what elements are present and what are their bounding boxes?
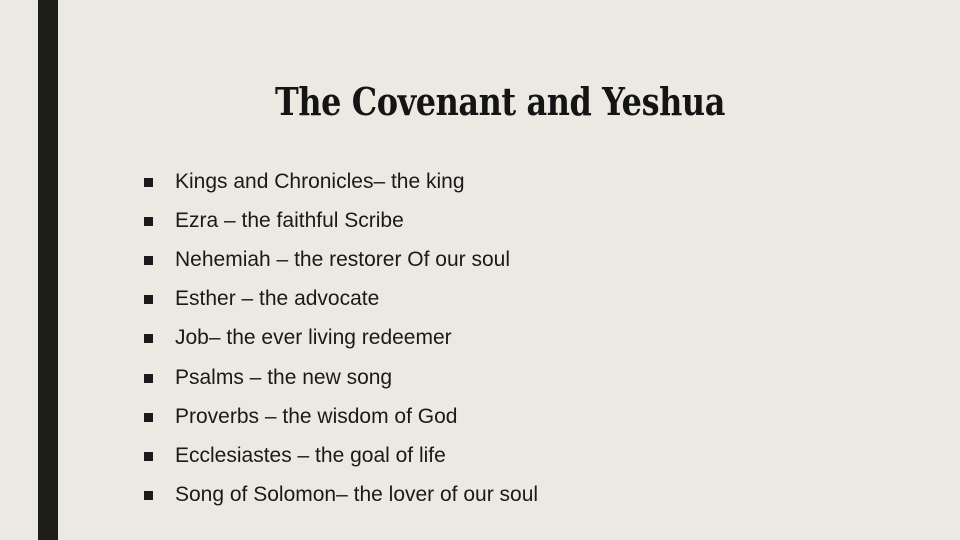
- bullet-text: Nehemiah – the restorer Of our soul: [175, 247, 510, 271]
- bullet-item: [144, 240, 538, 279]
- square-bullet-icon: [144, 334, 153, 343]
- square-bullet-icon: [144, 374, 153, 383]
- square-bullet-icon: [144, 491, 153, 500]
- square-bullet-icon: [144, 452, 153, 461]
- left-accent-bar: [38, 0, 58, 540]
- bullet-item: [144, 280, 538, 319]
- slide-title: The Covenant and Yeshua: [275, 79, 725, 124]
- bullet-item: [144, 319, 538, 358]
- bullet-text: Song of Solomon– the lover of our soul: [175, 483, 539, 507]
- square-bullet-icon: [144, 217, 153, 226]
- square-bullet-icon: [144, 295, 153, 304]
- square-bullet-icon: [144, 413, 153, 422]
- bullet-text: Esther – the advocate: [175, 287, 380, 311]
- bullet-text: Ecclesiastes – the goal of life: [175, 443, 446, 467]
- bullet-text: Proverbs – the wisdom of God: [175, 404, 458, 428]
- bullet-item: [144, 436, 538, 475]
- bullet-text: Job– the ever living redeemer: [175, 326, 452, 350]
- bullet-item: [144, 476, 538, 515]
- bullet-item: [144, 397, 538, 436]
- bullet-text: Psalms – the new song: [175, 365, 393, 389]
- bullet-list: [144, 162, 538, 515]
- bullet-item: [144, 358, 538, 397]
- square-bullet-icon: [144, 178, 153, 187]
- bullet-item: [144, 162, 538, 201]
- bullet-text: Kings and Chronicles– the king: [175, 169, 465, 193]
- bullet-text: Ezra – the faithful Scribe: [175, 208, 404, 232]
- square-bullet-icon: [144, 256, 153, 265]
- bullet-item: [144, 201, 538, 240]
